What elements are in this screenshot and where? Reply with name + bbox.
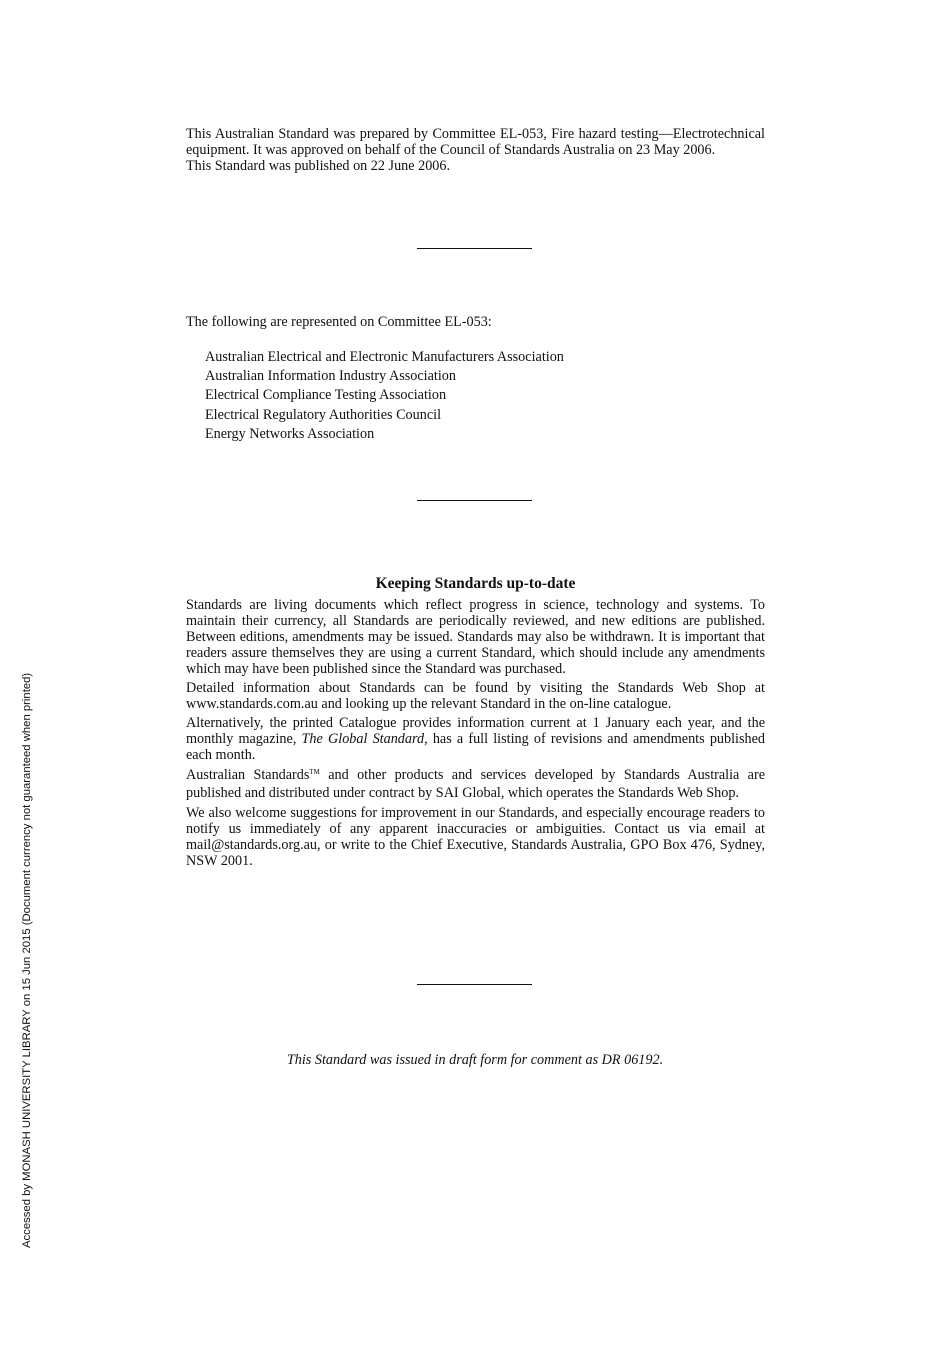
committee-member: Electrical Compliance Testing Association — [205, 387, 447, 404]
committee-heading: The following are represented on Committee EL-053: — [186, 314, 492, 330]
keeping-paragraph-4 — [186, 766, 765, 802]
keeping-paragraph-5: We also welcome suggestions for improvement in our Standards, and especially encourage readers to notify us immediately of any apparent inaccuracies or ambiguities. Contact us via email at mail@standards.org.au, or write to the Chief Executive, Standards Australia, GPO Box 476, Sydney, NSW 2001. — [186, 805, 765, 869]
paragraph-text: Australian Standards — [186, 767, 310, 783]
committee-member-list — [186, 348, 765, 444]
trademark-symbol: TM — [309, 768, 320, 776]
paragraph-text: , has a full listing of revisions and amendments published each month. — [186, 731, 765, 763]
draft-note: This Standard was issued in draft form for comment as DR 06192. — [286, 1052, 664, 1068]
keeping-standards-section — [186, 597, 765, 872]
section-divider — [417, 984, 532, 985]
keeping-paragraph-2: Detailed information about Standards can be found by visiting the Standards Web Shop at www.standards.com.au and looking up the relevant Standard in the on-line catalogue. — [186, 680, 765, 712]
committee-member: Australian Electrical and Electronic Manufacturers Association — [205, 349, 564, 365]
keeping-standards-title: Keeping Standards up-to-date — [375, 575, 576, 592]
preparation-notice — [186, 126, 765, 174]
publication-statement: This Standard was published on 22 June 2006. — [186, 158, 451, 174]
committee-member: Australian Information Industry Association — [205, 368, 456, 385]
committee-member: Energy Networks Association — [205, 425, 375, 442]
access-watermark: Accessed by MONASH UNIVERSITY LIBRARY on 15 Jun 2015 (Document currency not guaranteed when printed) — [21, 672, 33, 1248]
keeping-paragraph-1: Standards are living documents which reflect progress in science, technology and systems. To maintain their currency, all Standards are periodically reviewed, and new editions are published. Between editions, amendments may be issued. Standards may also be withdrawn. It is important that readers assure themselves they are using a current Standard, which should include any amendments which may have been published since the Standard was purchased. — [186, 597, 765, 677]
committee-section — [186, 314, 765, 444]
committee-member: Electrical Regulatory Authorities Council — [205, 406, 442, 423]
paragraph-text: Alternatively, the printed Catalogue provides information current at 1 January each year, and the monthly magazine, — [186, 715, 765, 747]
keeping-paragraph-3 — [186, 715, 765, 763]
section-divider — [417, 248, 532, 249]
section-divider — [417, 500, 532, 501]
preparation-statement: This Australian Standard was prepared by Committee EL-053, Fire hazard testing—Electrotechnical equipment. It was approved on behalf of the Council of Standards Australia on 23 May 2006. — [186, 126, 765, 158]
magazine-title: The Global Standard — [301, 731, 425, 747]
paragraph-text: and other products and services developed by Standards Australia are published and distributed under contract by SAI Global, which operates the Standards Web Shop. — [186, 767, 765, 801]
